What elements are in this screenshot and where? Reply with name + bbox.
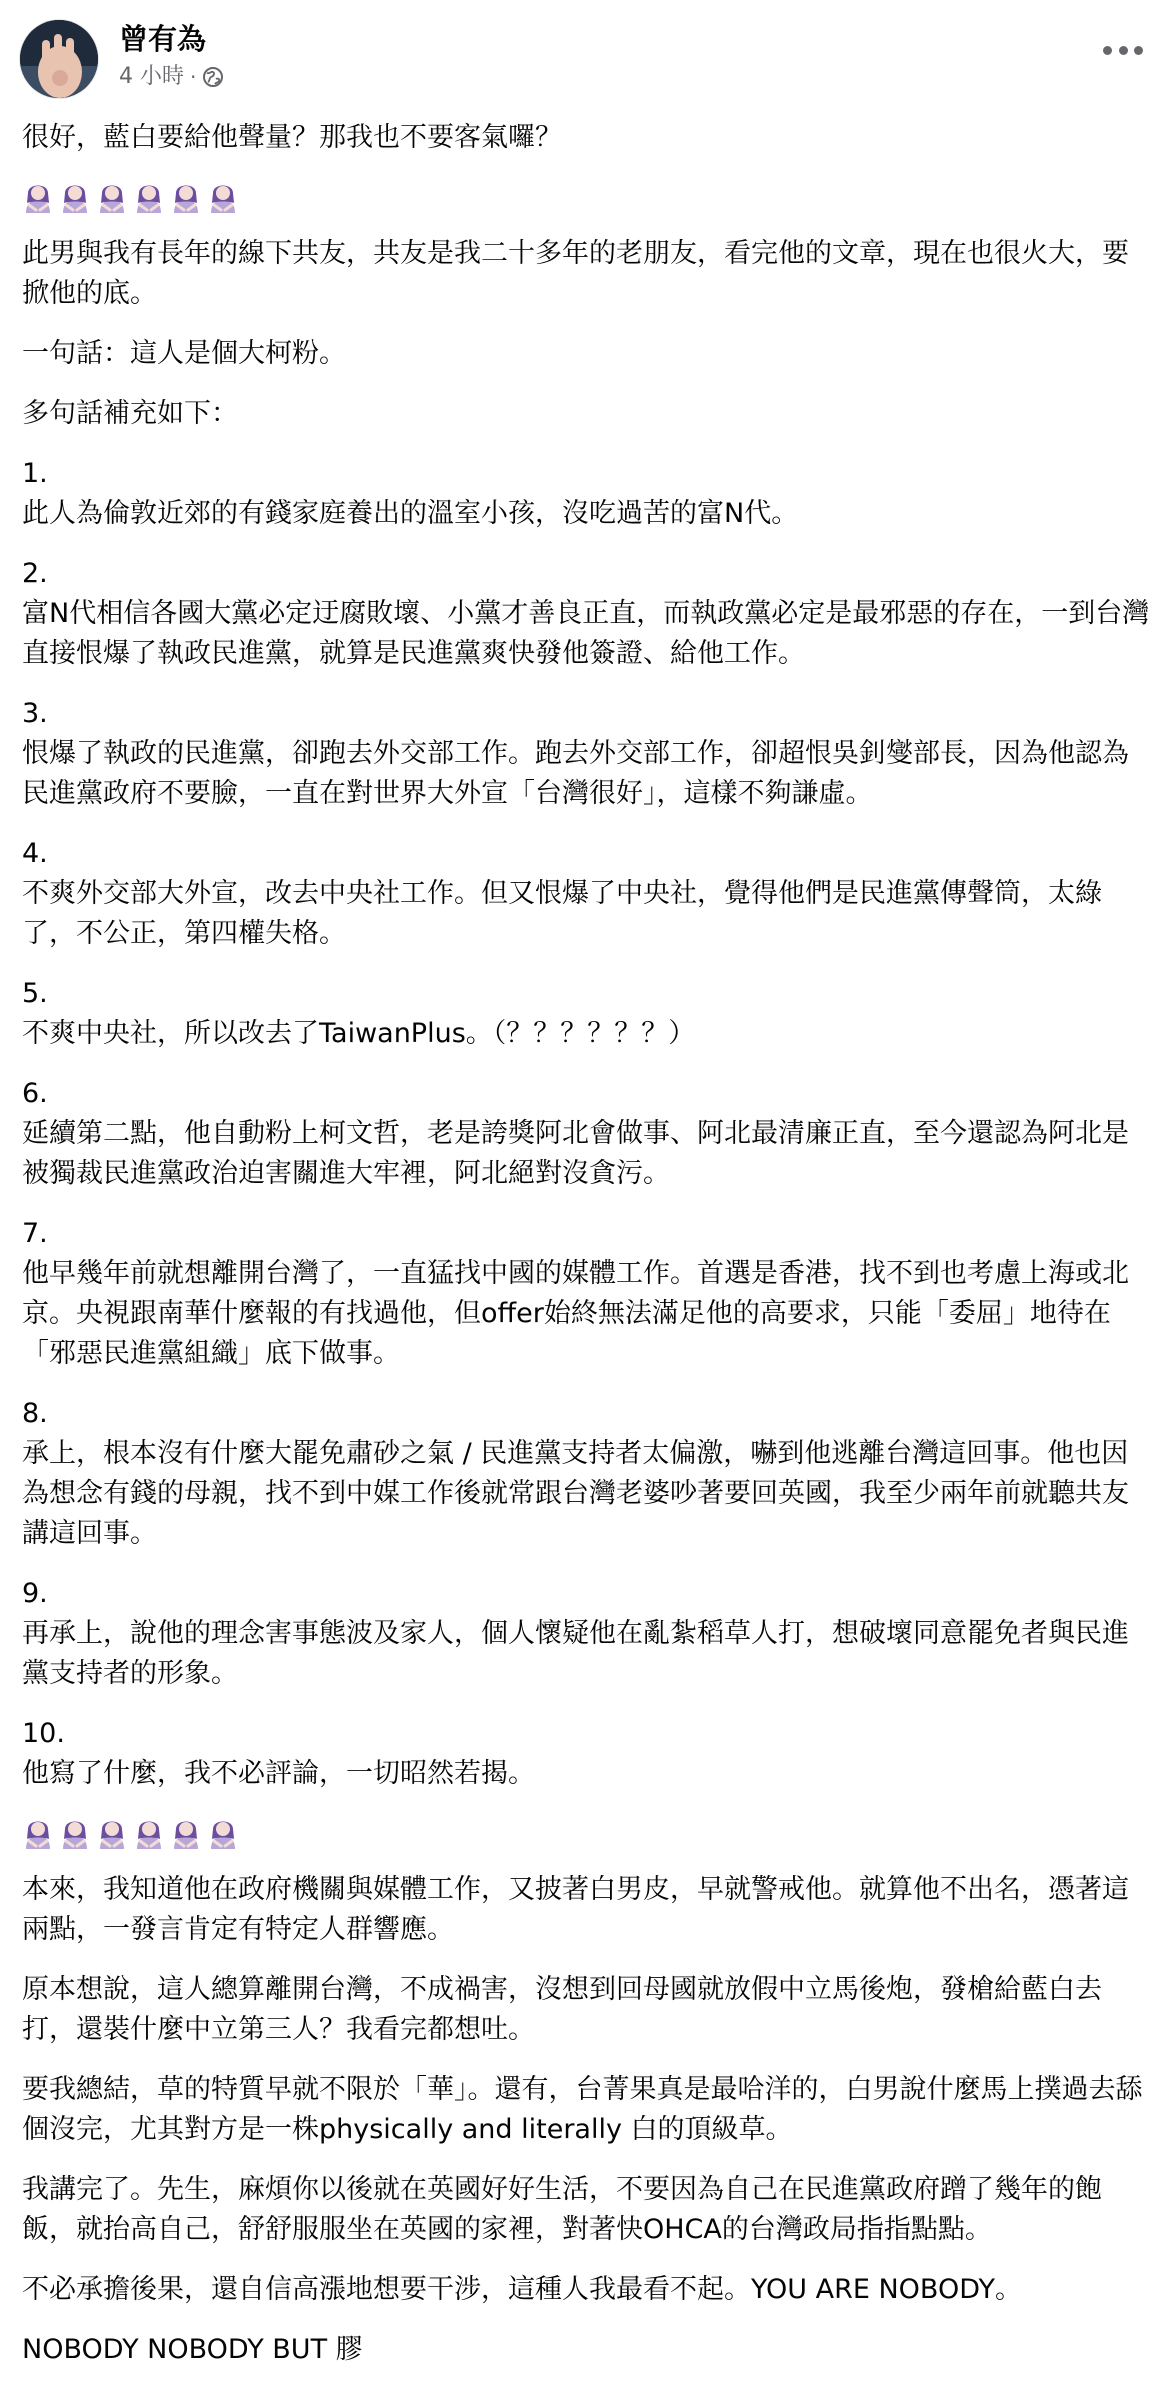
post-paragraph: 此男與我有長年的線下共友，共友是我二十多年的老朋友，看完他的文章，現在也很火大，要掀他的底。 (22, 238, 1129, 309)
more-options-icon[interactable] (1103, 40, 1143, 60)
woman-gesturing-no-emoji (170, 1815, 202, 1849)
post-paragraph: 一句話：這人是個大柯粉。 (22, 338, 346, 369)
post-paragraph: 5. 不爽中央社，所以改去了TaiwanPlus。（？？？？？？） (22, 978, 696, 1049)
post-paragraph: 1. 此人為倫敦近郊的有錢家庭養出的溫室小孩，沒吃過苦的富N代。 (22, 458, 799, 529)
avatar-image (20, 20, 98, 98)
woman-gesturing-no-emoji (133, 179, 165, 213)
post-paragraph: 原本想說，這人總算離開台灣，不成禍害，沒想到回母國就放假中立馬後炮，發槍給藍白去打，還裝什麼中立第三人？我看完都想吐。 (22, 1974, 1102, 2045)
post-paragraph: 3. 恨爆了執政的民進黨，卻跑去外交部工作。跑去外交部工作，卻超恨吳釗燮部長，因為他認為民進黨政府不要臉，一直在對世界大外宣「台灣很好」，這樣不夠謙虛。 (22, 698, 1129, 809)
post-paragraph: 很好，藍白要給他聲量？那我也不要客氣囉？ (22, 122, 562, 153)
post-paragraph: 要我總結，草的特質早就不限於「華」。還有，台菁果真是最哈洋的，白男說什麼馬上撲過去舔個沒完，尤其對方是一株physically and literally 白的頂級草。 (22, 2074, 1143, 2145)
woman-gesturing-no-emoji (96, 179, 128, 213)
post-paragraph: 6. 延續第二點，他自動粉上柯文哲，老是誇獎阿北會做事、阿北最清廉正直，至今還認為阿北是被獨裁民進黨政治迫害關進大牢裡，阿北絕對沒貪污。 (22, 1078, 1129, 1189)
post-paragraph: 多句話補充如下： (22, 398, 238, 429)
post-paragraph: 不必承擔後果，還自信高漲地想要干涉，這種人我最看不起。YOU ARE NOBODY。 (22, 2274, 1023, 2305)
globe-icon[interactable] (202, 66, 224, 88)
author-name[interactable]: 曾有為 (119, 22, 207, 56)
post-paragraph: 4. 不爽外交部大外宣，改去中央社工作。但又恨爆了中央社，覺得他們是民進黨傳聲筒，太綠了，不公正，第四權失格。 (22, 838, 1102, 949)
woman-gesturing-no-emoji (96, 1815, 128, 1849)
emoji-row (22, 1814, 1151, 1850)
woman-gesturing-no-emoji (170, 179, 202, 213)
woman-gesturing-no-emoji (59, 179, 91, 213)
meta-separator: · (190, 65, 197, 89)
post-paragraph: 本來，我知道他在政府機關與媒體工作，又披著白男皮，早就警戒他。就算他不出名，憑著這兩點，一發言肯定有特定人群響應。 (22, 1874, 1129, 1945)
post-paragraph: 2. 富N代相信各國大黨必定迂腐敗壞、小黨才善良正直，而執政黨必定是最邪惡的存在，一到台灣直接恨爆了執政民進黨，就算是民進黨爽快發他簽證、給他工作。 (22, 558, 1150, 669)
post-time[interactable]: 4 小時 (119, 64, 184, 89)
woman-gesturing-no-emoji (133, 1815, 165, 1849)
woman-gesturing-no-emoji (207, 1815, 239, 1849)
woman-gesturing-no-emoji (207, 179, 239, 213)
post-paragraph: 9. 再承上，說他的理念害事態波及家人，個人懷疑他在亂紮稻草人打，想破壞同意罷免者與民進黨支持者的形象。 (22, 1578, 1129, 1689)
post-paragraph: 我講完了。先生，麻煩你以後就在英國好好生活，不要因為自己在民進黨政府蹭了幾年的飽飯，就抬高自己，舒舒服服坐在英國的家裡，對著快OHCA的台灣政局指指點點。 (22, 2174, 1102, 2245)
woman-gesturing-no-emoji (22, 1815, 54, 1849)
post-paragraph: 7. 他早幾年前就想離開台灣了，一直猛找中國的媒體工作。首選是香港，找不到也考慮上海或北京。央視跟南華什麼報的有找過他，但offer始終無法滿足他的高要求，只能「委屈」地待在「邪惡民進黨組織」底下做事。 (22, 1218, 1129, 1369)
woman-gesturing-no-emoji (22, 179, 54, 213)
post-paragraph: NOBODY NOBODY BUT 膠 (22, 2334, 363, 2365)
emoji-row (22, 178, 1151, 214)
post-paragraph: 8. 承上，根本沒有什麼大罷免肅砂之氣 / 民進黨支持者太偏激，嚇到他逃離台灣這回事。他也因為想念有錢的母親，找不到中媒工作後就常跟台灣老婆吵著要回英國，我至少兩年前就聽共友講這回事。 (22, 1398, 1129, 1549)
post-meta (119, 62, 224, 92)
post-paragraph: 10. 他寫了什麼，我不必評論，一切昭然若揭。 (22, 1718, 535, 1789)
avatar[interactable] (20, 20, 98, 98)
post-header (20, 18, 1153, 96)
post-body (22, 118, 1151, 2390)
woman-gesturing-no-emoji (59, 1815, 91, 1849)
